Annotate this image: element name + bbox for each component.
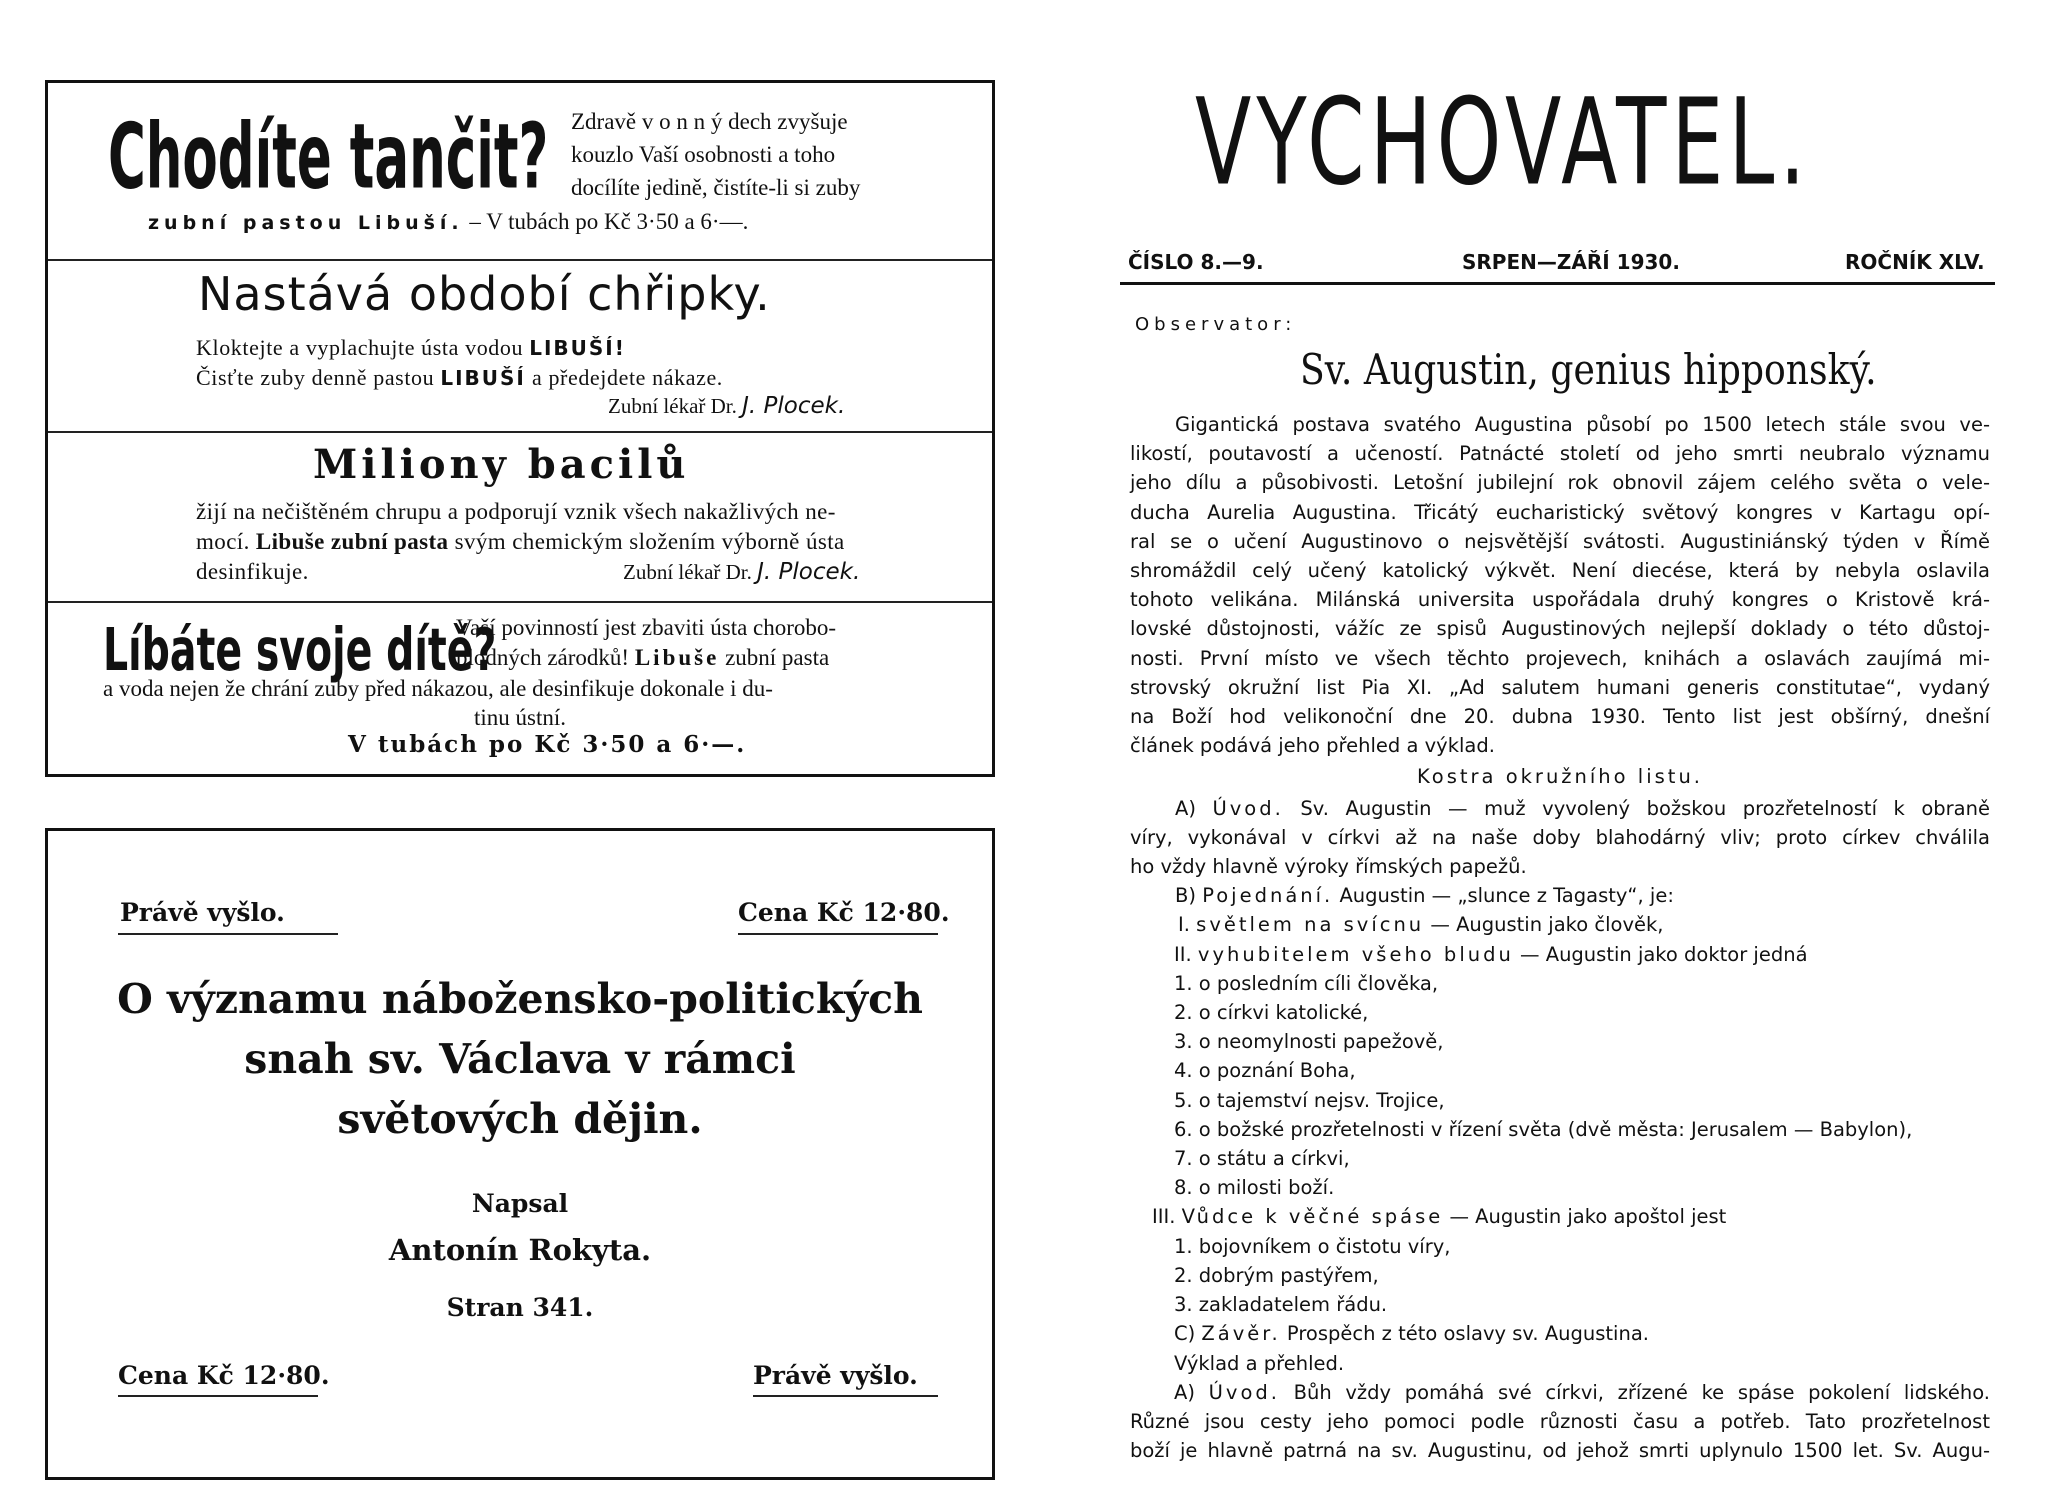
outline-a-text: víry, vykonával v církvi až na naše doby blahodárný vliv; proto církev chválila: [1130, 825, 1990, 849]
ad1-footer-price: – V tubách po Kč 3·50 a 6·—.: [463, 209, 749, 234]
outline-b-label: B): [1175, 884, 1203, 908]
outline-a-text: Sv. Augustin — muž vyvolený božskou prozřetelností k obraně: [1283, 796, 1990, 820]
underline: [738, 933, 938, 935]
outline-ii-item: 1. o posledním cíli člověka,: [1174, 971, 1439, 995]
outline-c-text: Prospěch z této oslavy sv. Augustina.: [1280, 1322, 1649, 1346]
outline-c-heading: Závěr.: [1201, 1322, 1281, 1346]
ad2-line2-end: a předejdete nákaze.: [525, 365, 723, 390]
ad3-product-name: Libuše zubní pasta: [255, 529, 449, 554]
outline-iii-item: 3. zakladatelem řádu.: [1174, 1293, 1388, 1317]
intro-line: tohoto velikána. Milánská universita uspořádala druhý kongres o Kristově krá-: [1130, 588, 1990, 612]
ad4-headline: Líbáte svoje dítě?: [103, 614, 497, 685]
article-body: [1130, 410, 1990, 1465]
intro-line: na Boží hod velikonoční dne 20. dubna 1930. Tento list jest obšírný, dnešní: [1130, 705, 1990, 729]
final-heading: Úvod.: [1208, 1380, 1280, 1404]
final-label: A): [1174, 1380, 1209, 1404]
underline: [753, 1395, 938, 1397]
ad-toothpaste-dancing: [48, 83, 992, 259]
book-title-line: O významu nábožensko-politických: [117, 975, 923, 1023]
outline-ii-item: 5. o tajemství nejsv. Trojice,: [1174, 1088, 1445, 1112]
book-title-line: světových dějin.: [337, 1095, 703, 1143]
outline-a-text: ho vždy hlavně výroky římských papežů.: [1130, 855, 1527, 879]
outline-a-heading: Úvod.: [1212, 796, 1284, 820]
intro-line: likostí, poutavostí a učeností. Patnácté století od jeho smrti neubralo významu: [1130, 442, 1990, 466]
book-bottom-right: Právě vyšlo.: [753, 1361, 918, 1390]
intro-line: Gigantická postava svatého Augustina působí po 1500 letech stále svou ve-: [1175, 413, 1990, 436]
ad-bacilli: [48, 433, 992, 601]
book-author-intro: Napsal: [471, 1189, 569, 1218]
outline-i-heading: světlem na svícnu: [1196, 913, 1425, 937]
outline-ii-text: — Augustin jako doktor jedná: [1513, 942, 1808, 966]
outline-iii-heading: Vůdce k věčné spáse: [1181, 1205, 1444, 1229]
divider: [1120, 282, 1995, 285]
ad3-line: mocí.: [196, 529, 256, 554]
underline: [118, 933, 338, 935]
outline-ii-item: 3. o neomylnosti papežově,: [1174, 1030, 1444, 1054]
ad2-headline: Nastává období chřipky.: [198, 267, 771, 321]
ad4-line: a voda nejen že chrání zuby před nákazou, ale desinfikuje dokonale i du-: [103, 676, 773, 701]
intro-line: ral se o učení Augustinovo o nejsvětější svátosti. Augustiniánský týden v Římě: [1130, 529, 1990, 553]
book-title-line: snah sv. Václava v rámci: [244, 1035, 796, 1083]
intro-line: ducha Aurelia Augustina. Třicátý eucharistický světový kongres v Kartagu opí-: [1130, 500, 1990, 524]
volume-number: ROČNÍK XLV.: [1845, 250, 1985, 274]
outline-ii-heading: vyhubitelem všeho bludu: [1197, 942, 1514, 966]
section-heading: Kostra okružního listu.: [1416, 765, 1703, 789]
intro-line: jeho dílu a působivosti. Letošní jubilejní rok obnovil zájem celého světa o vele-: [1130, 471, 1990, 495]
ad-flu-season: [48, 261, 992, 431]
outline-iii-item: 2. dobrým pastýřem,: [1174, 1263, 1379, 1287]
ad4-text-line: plodných zárodků!: [456, 645, 635, 670]
outline-iii-label: III.: [1152, 1205, 1182, 1229]
outline-ii-item: 6. o božské prozřetelnosti v řízení světa (dvě města: Jerusalem — Babylon),: [1174, 1117, 1913, 1141]
outline-b-heading: Pojednání.: [1202, 884, 1334, 908]
outline-vyklad: Výklad a přehled.: [1174, 1351, 1345, 1375]
outline-i-label: I.: [1178, 913, 1197, 937]
ad3-signature: Zubní lékař Dr.: [623, 560, 758, 584]
outline-ii-item: 8. o milosti boží.: [1174, 1176, 1335, 1200]
outline-ii-item: 4. o poznání Boha,: [1174, 1059, 1356, 1083]
article-title: Sv. Augustin, genius hipponský.: [1300, 345, 1877, 394]
underline: [118, 1395, 318, 1397]
ad3-headline: Miliony bacilů: [313, 441, 690, 488]
book-advertisement: [45, 828, 995, 1480]
intro-line: lovské důstojnosti, vážíc ze spisů Augustinových nejlepší doklady o této důstoj-: [1130, 617, 1990, 641]
outline-ii-label: II.: [1174, 942, 1198, 966]
ad4-product-name: Libuše: [634, 645, 720, 670]
ad3-line-end: svým chemickým složením výborně ústa: [448, 529, 845, 554]
outline-c-label: C): [1174, 1322, 1202, 1346]
outline-iii-item: 1. bojovníkem o čistotu víry,: [1174, 1234, 1451, 1258]
book-top-right: Cena Kč 12·80.: [738, 898, 950, 927]
ad4-line: tinu ústní.: [473, 705, 566, 730]
outline-iii-text: — Augustin jako apoštol jest: [1443, 1205, 1727, 1229]
issue-info-bar: [1120, 246, 1995, 282]
ad1-headline: Chodíte tančit?: [108, 105, 549, 210]
outline-ii-item: 2. o církvi katolické,: [1174, 1001, 1369, 1025]
outline-ii-item: 7. o státu a církvi,: [1174, 1147, 1350, 1171]
ad4-text-line-end: zubní pasta: [719, 645, 830, 670]
ad2-product-name: LIBUŠÍ!: [529, 336, 626, 360]
book-bottom-left: Cena Kč 12·80.: [118, 1361, 330, 1390]
final-text: Bůh vždy pomáhá své církvi, zřízené ke spáse pokolení lidského.: [1279, 1380, 1990, 1404]
ad2-signature: Zubní lékař Dr.: [608, 394, 743, 418]
issue-number: ČÍSLO 8.—9.: [1128, 250, 1264, 274]
masthead: VYCHOVATEL.: [1195, 73, 1811, 213]
ad1-footer-bold: zubní pastou Libuší.: [148, 212, 464, 234]
book-author: Antonín Rokyta.: [388, 1233, 652, 1267]
final-text: boží je hlavně patrná na sv. Augustinu, od jehož smrti uplynulo 1500 let. Sv. Augu-: [1130, 1439, 1990, 1463]
outline-a-label: A): [1175, 796, 1213, 820]
intro-line: shromáždil celý učený katolický výkvět. Není diecése, která by nebyla oslavila: [1130, 559, 1990, 583]
ad2-signature-name: J. Plocek.: [742, 393, 846, 419]
outline-b-text: Augustin — „slunce z Tagasty“, je:: [1333, 884, 1674, 908]
ad2-line1: Kloktejte a vyplachujte ústa vodou: [196, 335, 530, 360]
intro-line: nosti. První místo ve všech těchto projevech, knihách a oslavách zaujímá mi-: [1130, 646, 1990, 670]
book-top-left: Právě vyšlo.: [120, 898, 285, 927]
ad2-line2: Čisťte zuby denně pastou: [196, 365, 441, 390]
byline: Observator:: [1135, 314, 1297, 335]
ad1-text-line: Zdravě v o n n ý dech zvyšuje: [571, 109, 848, 134]
issue-date: SRPEN—ZÁŘÍ 1930.: [1462, 250, 1680, 274]
advertisement-panel: [45, 80, 995, 777]
ad4-text-line: Vaší povinností jest zbaviti ústa chorobo-: [456, 615, 837, 640]
ad-kissing-child: [48, 603, 992, 774]
final-text: Různé jsou cesty jeho pomoci podle různosti času a potřeb. Tato prozřetelnost: [1130, 1409, 1990, 1433]
outline-i-text: — Augustin jako člověk,: [1424, 913, 1664, 937]
ad4-price: V tubách po Kč 3·50 a 6·—.: [348, 731, 747, 758]
intro-line: strovský okružní list Pia XI. „Ad salutem humani generis constitutae“, vydaný: [1130, 675, 1990, 699]
ad1-text-line: kouzlo Vaší osobnosti a toho: [571, 142, 836, 167]
ad3-line: žijí na nečištěném chrupu a podporují vznik všech nakažlivých ne-: [196, 499, 836, 524]
ad2-product-name: LIBUŠÍ: [440, 366, 526, 390]
intro-line: článek podává jeho přehled a výklad.: [1130, 734, 1495, 758]
ad3-signature-name: J. Plocek.: [757, 559, 861, 585]
ad1-text-line: docílíte jedině, čistíte-li si zuby: [571, 175, 861, 200]
ad3-line: desinfikuje.: [196, 559, 309, 584]
book-pages: Stran 341.: [446, 1293, 594, 1322]
